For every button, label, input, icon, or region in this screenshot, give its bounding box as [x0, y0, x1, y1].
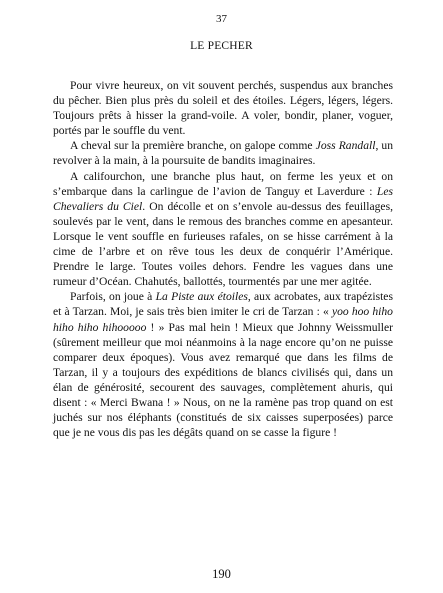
text-run: Pour vivre heureux, on vit souvent perchés, suspendus aux branches du pêcher. Bien plus près du soleil et des étoiles. Légers, légers, légers. Toujours prêts à hisser la grand-voile. A voler, bondir, planer, voguer, portés par le souffle du vent. — [53, 79, 393, 138]
text-run: . On décolle et on s’envole au-dessus des feuillages, soulevés par le vent, dans le remous des branches comme en apesanteur. Lorsque le vent souffle en furieuses rafales, on se hisse carrément à la cime de l’arbre et on rêve tous les deux de conquérir l’Amérique. Prendre le large. Toutes voiles dehors. Fendre les vagues dans une rumeur d’Océan. Chahutés, ballottés, tourmentés par une mer agitée. — [53, 199, 393, 289]
text-run: Parfois, on joue à — [70, 290, 156, 304]
text-run: , un revolver à la main, à la poursuite de bandits imaginaires. — [53, 139, 394, 168]
text-run: A califourchon, une branche plus haut, on ferme les yeux et on s’embarque dans la carlingue de l’avion de Tanguy et Laverdure : — [53, 169, 393, 198]
italic-cry: yoo hoo hiho hiho hiho hihooooo — [53, 305, 393, 334]
body-text — [53, 78, 393, 440]
paragraph — [53, 138, 393, 168]
chapter-title: LE PECHER — [190, 40, 253, 52]
italic-title: Joss Randall — [315, 139, 376, 153]
text-run: ! » Pas mal hein ! Mieux que Johnny Weissmuller (sûrement meilleur que moi néanmoins à la nage encore qu’on ne puisse comparer deux époques). Vous avez remarqué que dans les films de Tarzan, il y a toujours des expéditions de blancs civilisés qui, dans un élan de générosité, secourent des sauvages, complètement ahuris, qui disent : « Merci Bwana ! » Nous, on ne la ramène pas trop quand on est juchés sur nos éléphants (constitués de six caisses superposées) parce que je ne vous dis pas les dégâts quand on se casse la figure ! — [53, 320, 394, 440]
paragraph — [53, 169, 393, 290]
italic-title: La Piste aux étoiles — [155, 290, 248, 304]
paragraph — [53, 289, 393, 440]
text-run: A cheval sur la première branche, on galope comme — [70, 139, 316, 153]
paragraph — [53, 78, 393, 138]
text-run: , aux acrobates, aux trapézistes et à Tarzan. Moi, je sais très bien imiter le cri de Tarzan : « — [53, 290, 393, 319]
italic-title: Les Chevaliers du Ciel — [53, 184, 393, 213]
running-page-number: 37 — [216, 13, 227, 25]
page-number: 190 — [212, 567, 231, 581]
